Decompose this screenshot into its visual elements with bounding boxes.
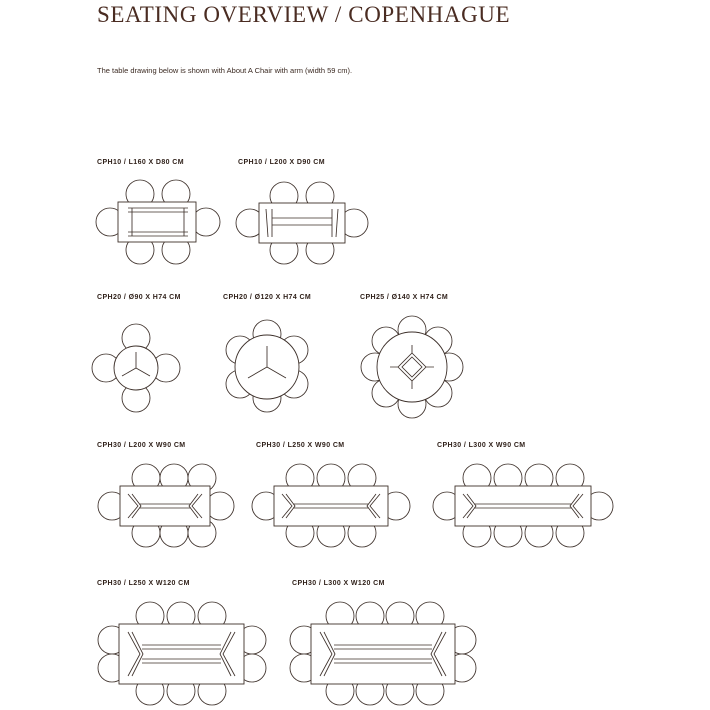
table-label-cph30-250: CPH30 / L250 X W90 CM (256, 442, 345, 449)
table-label-cph25-140: CPH25 / Ø140 X H74 CM (360, 294, 449, 301)
drawing-cph30-250 (252, 464, 410, 547)
table-label-cph30-300: CPH30 / L300 X W90 CM (437, 442, 526, 449)
drawing-cph30-300w (290, 602, 476, 705)
drawing-cph30-250w (98, 602, 266, 705)
table-label-cph30-250w: CPH30 / L250 X W120 CM (97, 580, 190, 587)
intro-text: The table drawing below is shown with About A Chair with arm (width 59 cm). (97, 66, 353, 75)
table-top-icon (377, 332, 447, 402)
table-label-cph10-200: CPH10 / L200 X D90 CM (238, 159, 325, 166)
table-label-cph30-300w: CPH30 / L300 X W120 CM (292, 580, 385, 587)
table-top-icon (311, 624, 455, 684)
table-top-icon (455, 486, 591, 526)
drawing-cph30-300 (433, 464, 613, 547)
drawing-cph20-90 (92, 324, 180, 412)
drawing-cph10-200 (236, 182, 368, 264)
drawing-cph20-120 (226, 320, 308, 412)
drawing-cph10-160 (96, 180, 220, 264)
drawing-cph30-200 (98, 464, 234, 547)
table-label-cph10-160: CPH10 / L160 X D80 CM (97, 159, 184, 166)
table-label-cph30-200: CPH30 / L200 X W90 CM (97, 442, 186, 449)
page-title: SEATING OVERVIEW / COPENHAGUE (97, 2, 511, 27)
table-top-icon (119, 624, 244, 684)
table-top-icon (120, 486, 210, 526)
table-label-cph20-90: CPH20 / Ø90 X H74 CM (97, 294, 181, 301)
table-top-icon (274, 486, 388, 526)
table-label-cph20-120: CPH20 / Ø120 X H74 CM (223, 294, 312, 301)
drawing-cph25-140 (361, 316, 463, 418)
